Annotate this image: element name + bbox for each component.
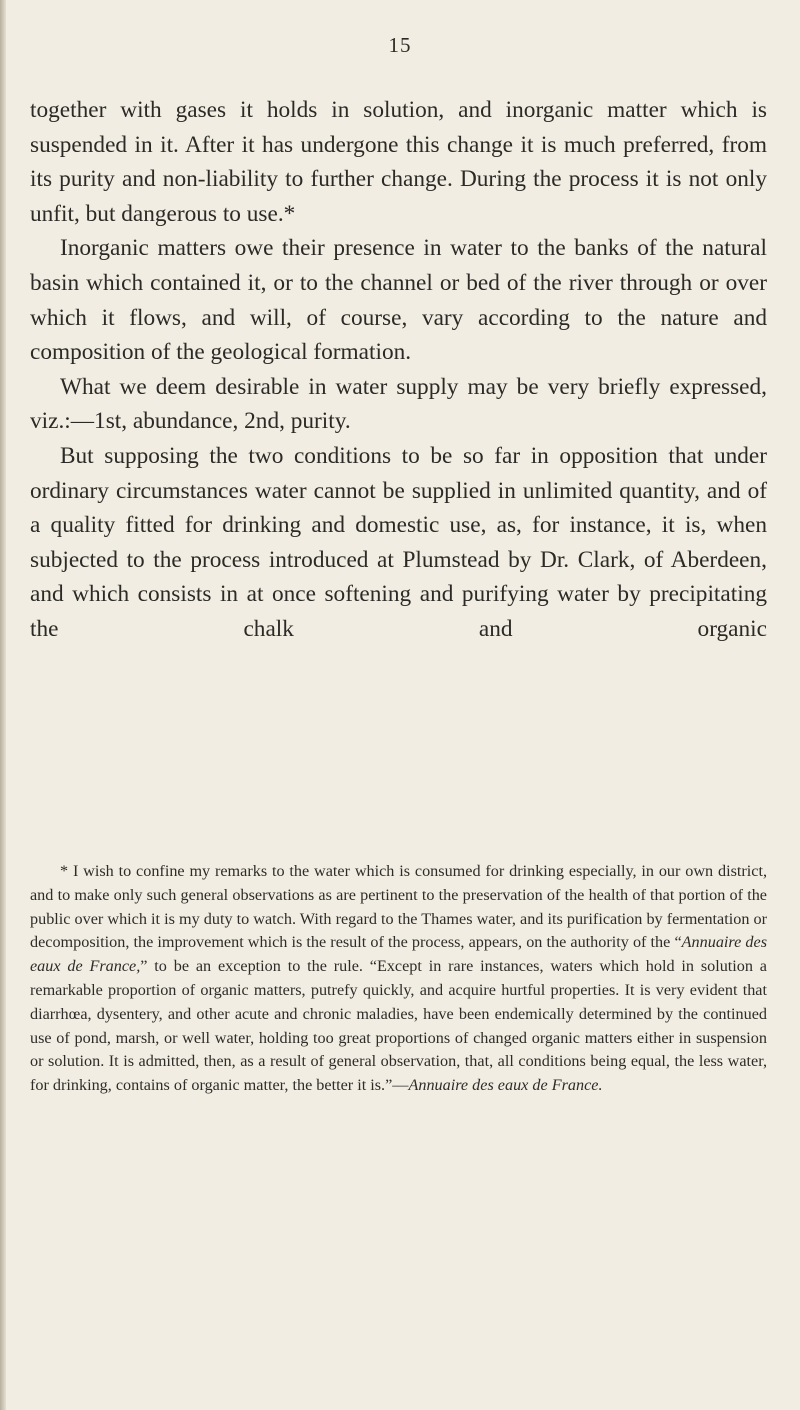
footnote-text <box>30 860 767 1098</box>
footnote <box>30 860 767 1098</box>
paragraph-2: Inorganic matters owe their presence in water to the banks of the natural basin which contained it, or to the channel or bed of the river through or over which it flows, and will, of course, vary according to the nature and composition of the geological formation. <box>30 235 767 366</box>
footnote-source-italic: Annuaire des eaux de France. <box>408 1076 603 1095</box>
page-number: 15 <box>388 33 412 57</box>
paragraph-3: What we deem desirable in water supply may be very briefly expressed, viz.:—1st, abundance, 2nd, purity. <box>30 373 767 435</box>
book-spine-edge <box>0 0 6 1410</box>
footnote-text-part-2: ” to be an exception to the rule. “Except in rare instances, waters which hold in solution a remarkable proportion of organic matters, putrefy quickly, and acquire hurtful properties. It is very evident that diarrhœa, dysentery, and other acute and chronic maladies, have been endemically determined by the continued use of pond, marsh, or well water, holding too great proportions of changed organic matters either in suspension or solution. It is admitted, then, as a result of general observation, that, all conditions being equal, the less water, for drinking, contains of organic matter, the better it is.”— <box>30 957 767 1095</box>
paragraph-4: But supposing the two conditions to be so far in opposition that under ordinary circumstances water cannot be supplied in unlimited quantity, and of a quality fitted for drinking and domestic use, as, for instance, it is, when subjected to the process introduced at Plumstead by Dr. Clark, of Aberdeen, and which consists in at once softening and purifying water by precipitating the chalk and organic <box>30 442 767 642</box>
footnote-citation-italic: Annuaire des eaux de France, <box>30 933 767 976</box>
footnote-text-part-1: * I wish to confine my remarks to the water which is consumed for drinking especially, in our own district, and to make only such general observations as are pertinent to the preservation of the health of that portion of the public over which it is my duty to watch. With regard to the Thames water, and its purification by fermentation or decomposition, the improvement which is the result of the process, appears, on the authority of the “ <box>30 862 767 952</box>
paragraph-1: together with gases it holds in solution, and inorganic matter which is suspended in it. After it has undergone this change it is much preferred, from its purity and non-liability to further change. During the process it is not only unfit, but dangerous to use.* <box>30 97 767 227</box>
body-text <box>30 93 767 647</box>
